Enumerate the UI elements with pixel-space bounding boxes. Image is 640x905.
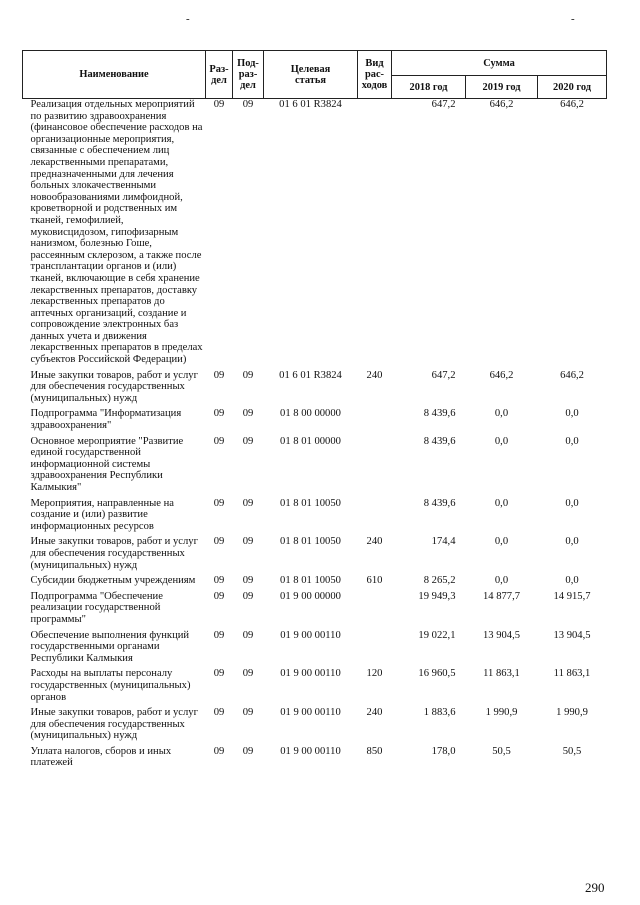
row-razdel: 09 [213,435,225,447]
table-row [23,668,607,707]
row-celevaya-statya: 01 8 01 00000 [280,435,341,447]
table-row [23,408,607,435]
row-sum-2019: 1 990,9 [485,707,518,719]
row-razdel: 09 [213,575,225,587]
row-sum-2020: 0,0 [565,408,579,420]
row-celevaya-statya: 01 8 01 10050 [280,536,341,548]
row-sum-2020: 13 904,5 [553,629,591,641]
row-celevaya-statya: 01 9 00 00110 [280,629,341,641]
row-name: Подпрограмма "Обеспечение реализации государственной программы" [30,590,163,625]
header-celevaya-statya: Целевая статья [264,51,358,99]
table-row [23,498,607,537]
row-razdel: 09 [213,99,225,110]
row-name: Мероприятия, направленные на создание и (или) развитие информационных ресурсов [30,497,174,532]
row-name: Иные закупки товаров, работ и услуг для обеспечения государственных (муниципальных) нужд [30,369,198,404]
row-name: Иные закупки товаров, работ и услуг для обеспечения государственных (муниципальных) нужд [30,707,198,742]
header-year-2019: 2019 год [466,76,538,99]
row-vid-rashodov [358,99,392,370]
row-razdel: 09 [213,668,225,680]
header-podrazdel: Под- раз- дел [233,51,264,99]
row-celevaya-statya: 01 8 01 10050 [280,497,341,509]
row-celevaya-statya: 01 9 00 00110 [280,668,341,680]
row-podrazdel: 09 [242,497,254,509]
row-vid-rashodov [358,408,392,435]
row-name: Подпрограмма "Информатизация здравоохранения" [30,408,182,432]
row-name: Расходы на выплаты персоналу государственных (муниципальных) органов [30,668,191,703]
row-podrazdel: 09 [242,536,254,548]
row-vid-rashodov: 850 [366,745,383,757]
table-row [23,436,607,498]
scan-mark-right: - [571,13,575,25]
row-name: Субсидии бюджетным учреждениям [30,575,196,587]
row-razdel: 09 [213,536,225,548]
row-sum-2018: 8 439,6 [423,408,456,420]
row-sum-2020: 0,0 [565,536,579,548]
row-razdel: 09 [213,745,225,757]
row-podrazdel: 09 [242,99,254,110]
row-sum-2020: 646,2 [560,369,584,381]
scan-mark-left: - [186,13,190,25]
row-vid-rashodov [358,591,392,630]
row-podrazdel: 09 [242,629,254,641]
row-celevaya-statya: 01 9 00 00110 [280,707,341,719]
row-vid-rashodov [358,498,392,537]
row-razdel: 09 [213,497,225,509]
row-sum-2018: 647,2 [431,369,456,381]
row-vid-rashodov: 240 [366,536,383,548]
row-podrazdel: 09 [242,369,254,381]
row-sum-2020: 14 915,7 [553,590,591,602]
page-number: 290 [585,880,605,895]
row-razdel: 09 [213,369,225,381]
row-celevaya-statya: 01 9 00 00110 [280,745,341,757]
row-vid-rashodov [358,630,392,669]
row-sum-2019: 50,5 [492,745,511,757]
row-sum-2020: 50,5 [562,745,582,757]
table-header [23,51,607,99]
row-sum-2019: 0,0 [494,408,509,420]
budget-table [22,50,607,773]
header-name: Наименование [23,51,206,99]
table-row [23,370,607,409]
row-celevaya-statya: 01 9 00 00000 [280,590,341,602]
header-summa: Сумма [392,51,607,76]
row-sum-2019: 0,0 [494,497,509,509]
row-podrazdel: 09 [242,435,254,447]
row-razdel: 09 [213,408,225,420]
row-sum-2020: 11 863,1 [553,668,591,680]
row-name: Иные закупки товаров, работ и услуг для обеспечения государственных (муниципальных) нужд [30,536,198,571]
row-celevaya-statya: 01 8 00 00000 [280,408,341,420]
table-row [23,591,607,630]
table-row [23,575,607,591]
row-name: Основное мероприятие "Развитие единой государственной информационной системы здравоохранения Республики Калмыкия" [30,435,184,493]
row-sum-2018: 8 265,2 [423,575,456,587]
header-razdel: Раз- дел [206,51,233,99]
row-sum-2019: 0,0 [494,435,509,447]
row-sum-2018: 1 883,6 [423,707,456,719]
row-celevaya-statya: 01 6 01 R3824 [279,369,342,381]
table-row [23,707,607,746]
row-podrazdel: 09 [242,745,254,757]
row-name: Обеспечение выполнения функций государственными органами Республики Калмыкия [30,629,190,664]
row-sum-2018: 19 949,3 [418,590,456,602]
row-sum-2019: 0,0 [494,575,509,587]
row-vid-rashodov: 120 [366,668,383,680]
row-sum-2018: 647,2 [431,99,456,110]
row-vid-rashodov: 240 [366,707,383,719]
row-sum-2020: 646,2 [560,99,584,110]
row-sum-2019: 646,2 [489,369,514,381]
row-sum-2019: 646,2 [489,99,514,110]
row-celevaya-statya: 01 8 01 10050 [280,575,341,587]
row-vid-rashodov [358,436,392,498]
row-sum-2019: 0,0 [494,536,509,548]
row-name: Уплата налогов, сборов и иных платежей [30,745,172,769]
header-vid-rashodov: Вид рас- ходов [358,51,392,99]
row-razdel: 09 [213,590,225,602]
row-sum-2018: 8 439,6 [423,497,456,509]
header-year-2018: 2018 год [392,76,466,99]
row-vid-rashodov: 240 [366,369,383,381]
row-podrazdel: 09 [242,668,254,680]
row-sum-2018: 19 022,1 [418,629,456,641]
row-sum-2020: 1 990,9 [556,707,588,719]
row-sum-2020: 0,0 [565,435,579,447]
row-sum-2018: 174,4 [431,536,456,548]
row-podrazdel: 09 [242,590,254,602]
table-row [23,99,607,370]
table-row [23,746,607,773]
row-sum-2018: 8 439,6 [423,435,456,447]
row-sum-2019: 11 863,1 [483,668,520,680]
row-sum-2019: 14 877,7 [482,590,521,602]
row-sum-2020: 0,0 [565,575,579,587]
row-sum-2020: 0,0 [565,497,579,509]
row-podrazdel: 09 [242,408,254,420]
row-sum-2018: 16 960,5 [418,668,456,680]
row-name: Реализация отдельных мероприятий по развитию здравоохранения (финансовое обеспечение расходов на организационные мероприятия, связанные с обеспечением лиц лекарственными препаратами, предназначенными для лечения больных злокачественными новообразованиями лимфоидной, кроветворной и родственных им тканей, гемофилией, муковисцидозом, гипофизарным нанизмом, болезнью Гоше, рассеянным склерозом, а также после трансплантации органов и (или) тканей, включающие в себя хранение лекарственных препаратов, доставку лекарственных препаратов до аптечных организаций, создание и сопровождение электронных баз данных учета и движения лекарственных препаратов в пределах субъектов Российской Федерации) [30,99,203,366]
header-year-2020: 2020 год [538,76,607,99]
table-body [23,99,607,774]
row-razdel: 09 [213,629,225,641]
row-celevaya-statya: 01 6 01 R3824 [279,99,342,110]
row-podrazdel: 09 [242,575,254,587]
row-podrazdel: 09 [242,707,254,719]
row-razdel: 09 [213,707,225,719]
row-sum-2019: 13 904,5 [482,629,521,641]
row-sum-2018: 178,0 [431,745,456,757]
row-vid-rashodov: 610 [366,575,383,587]
table-row [23,630,607,669]
table-row [23,536,607,575]
